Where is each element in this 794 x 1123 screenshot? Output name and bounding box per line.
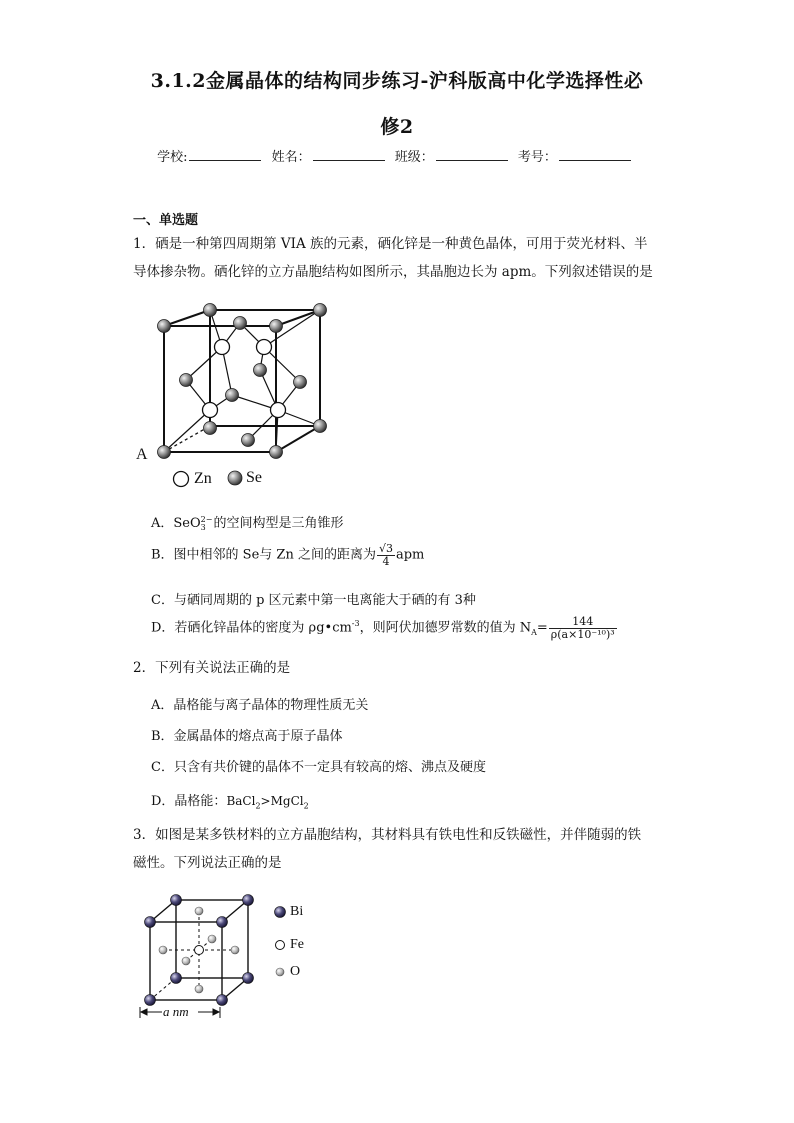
q2-option-c[interactable]: C．只含有共价键的晶体不一定具有较高的熔、沸点及硬度 [151,760,486,775]
legend-zn-icon [172,470,190,488]
q3-stem-line2: 磁性。下列说法正确的是 [133,855,282,871]
student-info-line [0,146,794,165]
legend-se-label: Se [246,469,262,486]
legend-bi-icon [273,905,287,919]
q1-a-prefix: A．SeO [151,516,201,531]
q2-d-formula-b: MgCl [270,794,304,808]
q2-d-prefix: D．晶格能： [151,794,227,809]
q1-d-eq: = [536,620,548,636]
q1-b-fraction [377,543,395,567]
fig3-dimension-label: a nm [163,1004,189,1019]
q2-stem: 2．下列有关说法正确的是 [133,660,291,676]
q1-option-d[interactable] [151,616,618,640]
q3-stem-line1: 3．如图是某多铁材料的立方晶胞结构，其材料具有铁电性和反铁磁性，并伴随弱的铁 [133,827,642,843]
q1-d-sup: -3 [351,619,360,629]
q2-d-gt: > [260,794,271,808]
q1-d-fraction [549,616,617,640]
q1-a-subscript: 3 [200,522,206,532]
bifeo3-unit-cell-figure [140,890,260,1025]
q2-d-sub-b: 2 [303,801,309,811]
q1-d-prefix: D．若硒化锌晶体的密度为 ρg•cm [151,620,352,636]
legend-o-label: O [290,964,301,979]
q1-b-denominator: 4 [382,554,390,568]
exam-no-label: 考号： [517,150,557,165]
exam-no-blank[interactable] [559,148,631,161]
q1-d-denominator: ρ(a×10⁻¹⁰)³ [550,627,615,641]
q1-d-sub: A [531,628,537,638]
legend-bi-label: Bi [290,904,304,919]
name-label: 姓名： [271,150,311,165]
doc-title-line1: 3.1.2金属晶体的结构同步练习-沪科版高中化学选择性必 [150,70,644,92]
fig1-corner-label: A [136,446,148,463]
school-label: 学校: [157,150,188,165]
q1-stem-line2: 导体掺杂物。硒化锌的立方晶胞结构如图所示，其晶胞边长为 apm。下列叙述错误的是 [133,264,653,280]
legend-zn-label: Zn [194,470,212,487]
q1-a-text: 的空间构型是三角锥形 [213,516,344,531]
q1-option-c[interactable]: C．与硒同周期的 p 区元素中第一电离能大于硒的有 3种 [151,593,476,608]
q1-option-b[interactable] [151,543,424,567]
class-label: 班级： [394,150,434,165]
q1-a-charge: 2− [200,515,213,525]
q1-b-prefix: B．图中相邻的 Se与 Zn 之间的距离为 [151,547,376,563]
section-title: 一、单选题 [133,213,199,228]
q1-d-numerator: 144 [549,616,617,629]
q2-d-formula-a: BaCl [226,794,256,808]
q2-option-a[interactable]: A．晶格能与离子晶体的物理性质无关 [151,698,369,713]
legend-fe-label: Fe [290,937,304,952]
name-blank[interactable] [313,148,385,161]
q2-option-b[interactable]: B．金属晶体的熔点高于原子晶体 [151,729,343,744]
q2-d-sub-a: 2 [255,801,261,811]
q1-stem-line1: 1．硒是一种第四周期第 VIA 族的元素，硒化锌是一种黄色晶体，可用于荧光材料、半 [133,236,648,252]
q2-option-d[interactable] [151,790,309,810]
q1-d-middle: ，则阿伏加德罗常数的值为 N [359,620,532,636]
q1-b-numerator: √3 [378,542,393,555]
school-blank[interactable] [189,148,261,161]
q1-b-unit: apm [395,547,425,563]
class-blank[interactable] [436,148,508,161]
legend-o-icon [273,965,287,979]
legend-fe-icon [273,938,287,952]
legend-se-icon [226,469,244,487]
q1-option-a[interactable] [151,512,343,531]
doc-title-line2: 修2 [380,116,414,138]
